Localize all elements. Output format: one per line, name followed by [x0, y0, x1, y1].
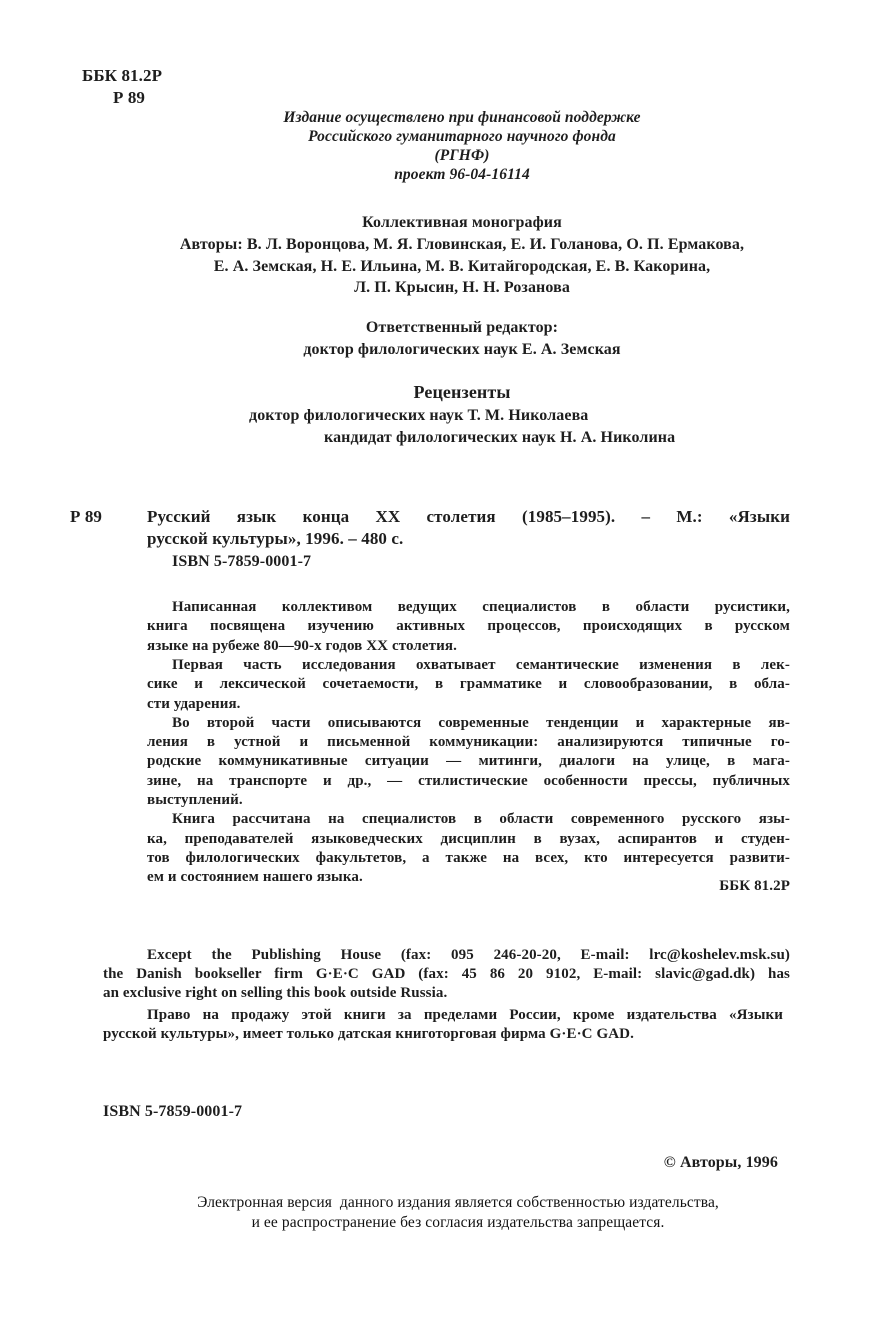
rights-line: русской культуры», имеет только датская книготорговая фирма G·E·C GAD. [103, 1026, 634, 1042]
reviewers-label: Рецензенты [413, 382, 511, 402]
funding-line: Издание осуществлено при финансовой поддержке [283, 109, 641, 126]
catalog-line: Русский язык конца XX столетия (1985–1995). – М.: «Языки [147, 507, 790, 526]
abstract-line: Книга рассчитана на специалистов в области современного русского язы- [172, 811, 790, 828]
abstract-line: языке на рубеже 80—90-х годов XX столетия. [147, 637, 457, 654]
abstract-line: ления в устной и письменной коммуникации: анализируются типичные го- [147, 734, 790, 751]
rights-line: an exclusive right on selling this book outside Russia. [103, 985, 448, 1001]
editor-label: Ответственный редактор: [365, 319, 559, 336]
abstract-line: Во второй части описываются современные тенденции и характерные яв- [172, 714, 790, 731]
reviewer: доктор филологических наук Т. М. Николаева [249, 407, 589, 424]
abstract-line: сике и лексической сочетаемости, в грамматике и словообразовании, в обла- [147, 676, 790, 693]
authors-line: Авторы: В. Л. Воронцова, М. Я. Гловинская, Е. И. Голанова, О. П. Ермакова, [179, 236, 745, 253]
abstract-line: Написанная коллективом ведущих специалистов в области русистики, [172, 599, 790, 615]
catalog-isbn: ISBN 5-7859-0001-7 [172, 553, 312, 570]
catalog-line: русской культуры», 1996. – 480 с. [147, 529, 404, 548]
authors-line: Л. П. Крысин, Н. Н. Розанова [354, 279, 570, 296]
monograph-type: Коллективная монография [362, 214, 562, 231]
rights-line: Право на продажу этой книги за пределами России, кроме издательства «Языки [147, 1007, 783, 1023]
bbk-code: ББК 81.2Р [82, 66, 163, 85]
abstract-line: сти ударения. [147, 695, 241, 712]
abstract-bbk: ББК 81.2Р [719, 878, 790, 894]
abstract-line: родские коммуникативные ситуации — митинги, диалоги на улице, в мага- [147, 753, 790, 770]
copyright: © Авторы, 1996 [663, 1154, 778, 1171]
rights-line: the Danish bookseller firm G·E·C GAD (fax: 45 86 20 9102, E-mail: slavic@gad.dk) has [103, 966, 790, 982]
funding-line: (РГНФ) [434, 147, 490, 164]
notice-line: Электронная версия данного издания является собственностью издательства, [197, 1194, 719, 1211]
abstract-line: ка, преподавателей языковедческих дисциплин в вузах, аспирантов и студен- [147, 830, 790, 847]
funding-line: Российского гуманитарного научного фонда [308, 128, 616, 145]
abstract-line: книга посвящена изучению активных процессов, происходящих в русском [147, 618, 790, 635]
notice-line: и ее распространение без согласия издательства запрещается. [251, 1214, 665, 1231]
funding-line: проект 96-04-16114 [394, 166, 530, 183]
abstract-line: тов филологических факультетов, а также на всех, кто интересуется развити- [147, 849, 790, 866]
abstract-line: выступлений. [147, 792, 243, 808]
authors-line: Е. А. Земская, Н. Е. Ильина, М. В. Китайгородская, Е. В. Какорина, [213, 258, 711, 275]
abstract-line: зине, на транспорте и др., — стилистические особенности прессы, публичных [147, 772, 790, 789]
editor-name: доктор филологических наук Е. А. Земская [303, 341, 621, 358]
catalog-index: Р 89 [70, 507, 103, 526]
author-mark: Р 89 [113, 88, 146, 107]
reviewer: кандидат филологических наук Н. А. Николина [324, 429, 676, 446]
isbn: ISBN 5-7859-0001-7 [103, 1103, 243, 1120]
abstract-line: Первая часть исследования охватывает семантические изменения в лек- [172, 656, 790, 673]
rights-line: Except the Publishing House (fax: 095 246-20-20, E-mail: lrc@koshelev.msk.su) [147, 947, 790, 963]
abstract-line: ем и состоянием нашего языка. [147, 869, 363, 886]
